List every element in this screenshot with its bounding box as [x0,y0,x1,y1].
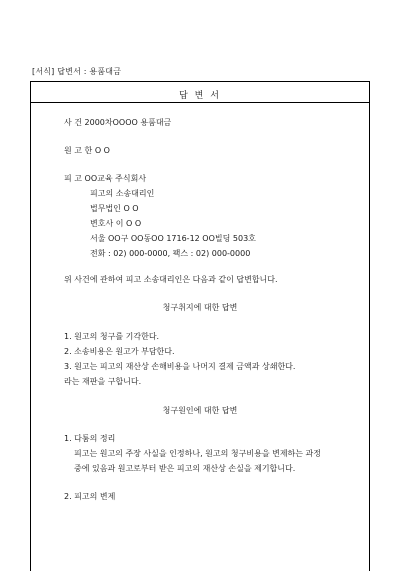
plaintiff-line: 원 고 한 O O [64,146,110,155]
defendant-agent-line: 피고의 소송대리인 [90,189,155,198]
defendant-contact-line: 전화 : 02) 000-0000, 팩스 : 02) 000-0000 [90,249,251,258]
section2-item1-text: 피고는 원고의 주장 사실을 인정하나, 원고의 청구비용을 변제하는 과정 [74,449,321,458]
document-title: 답 변 서 [179,91,221,101]
section1-item: 2. 소송비용은 원고가 부담한다. [64,347,175,356]
document-frame [30,81,370,571]
section1-item: 3. 원고는 피고의 재산상 손해비용을 나머지 결제 금액과 상쇄한다. [64,362,296,371]
title-divider [31,102,369,103]
section1-closing: 라는 재판을 구합니다. [64,377,142,386]
section1-item: 1. 원고의 청구를 기각한다. [64,332,160,341]
defendant-line: 피 고 OO교육 주식회사 [64,174,147,183]
section2-item1-title: 1. 다툼의 정리 [64,434,116,443]
defendant-lawyer-line: 변호사 이 O O [90,219,142,228]
section2-item2-title: 2. 피고의 변제 [64,492,116,501]
case-line: 사 건 2000차OOOO 용품대금 [64,118,172,127]
defendant-address-line: 서울 OO구 OO동OO 1716-12 OO빌딩 503호 [90,234,256,243]
section1-heading: 청구취지에 대한 답변 [162,303,238,312]
section2-item1-text: 중에 있음과 원고로부터 받은 피고의 재산상 손실을 제기합니다. [74,464,296,473]
intro-line: 위 사건에 관하여 피고 소송대리인은 다음과 같이 답변합니다. [64,275,278,284]
form-label: [서식] 답변서 : 용품대금 [32,67,122,76]
defendant-firm-line: 법무법인 O O [90,204,139,213]
section2-heading: 청구원인에 대한 답변 [162,406,238,415]
